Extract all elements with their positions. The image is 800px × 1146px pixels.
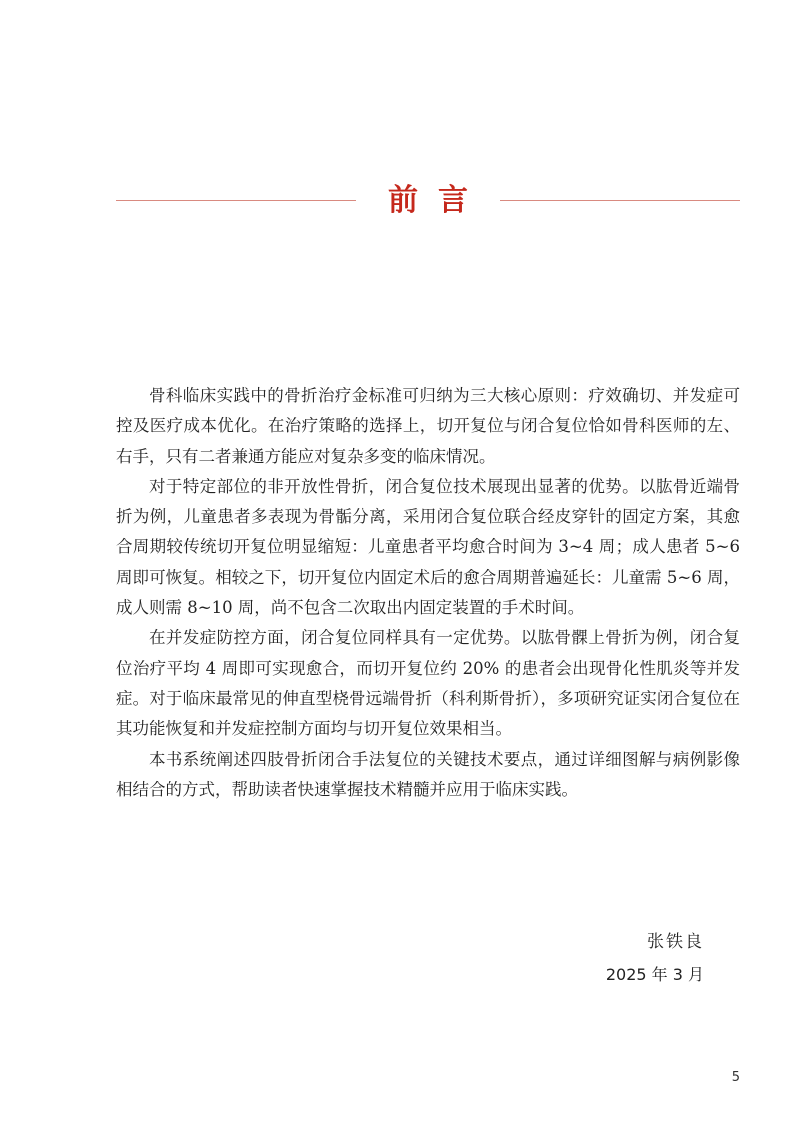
page-number: 5 [731,1070,740,1085]
author-signature: 张铁良 [647,932,704,952]
signature-date: 2025 年 3 月 [605,965,704,984]
heading-rule-right [500,200,740,201]
paragraph-4: 本书系统阐述四肢骨折闭合手法复位的关键技术要点，通过详细图解与病例影像相结合的方式，帮助读者快速掌握技术精髓并应用于临床实践。 [116,749,740,799]
paragraph-2: 对于特定部位的非开放性骨折，闭合复位技术展现出显著的优势。以肱骨近端骨折为例，儿童患者多表现为骨骺分离，采用闭合复位联合经皮穿针的固定方案，其愈合周期较传统切开复位明显缩短：儿童患者平均愈合时间为 3~4 周；成人患者 5~6 周即可恢复。相较之下，切开复位内固定术后的愈合周期普遍延长：儿童需 5~6 周，成人则需 8~10 周，尚不包含二次取出内固定装置的手术时间。 [116,476,740,618]
paragraph-1: 骨科临床实践中的骨折治疗金标准可归纳为三大核心原则：疗效确切、并发症可控及医疗成本优化。在治疗策略的选择上，切开复位与闭合复位恰如骨科医师的左、右手，只有二者兼通方能应对复杂多变的临床情况。 [116,386,740,466]
heading-rule-left [116,200,356,201]
page-title: 前言 [388,183,488,218]
preface-body [116,381,740,805]
paragraph-3: 在并发症防控方面，闭合复位同样具有一定优势。以肱骨髁上骨折为例，闭合复位治疗平均 4 周即可实现愈合，而切开复位约 20% 的患者会出现骨化性肌炎等并发症。对于临床最常见的伸直型桡骨远端骨折（科利斯骨折），多项研究证实闭合复位在其功能恢复和并发症控制方面均与切开复位效果相当。 [116,628,740,739]
preface-heading [116,178,740,224]
